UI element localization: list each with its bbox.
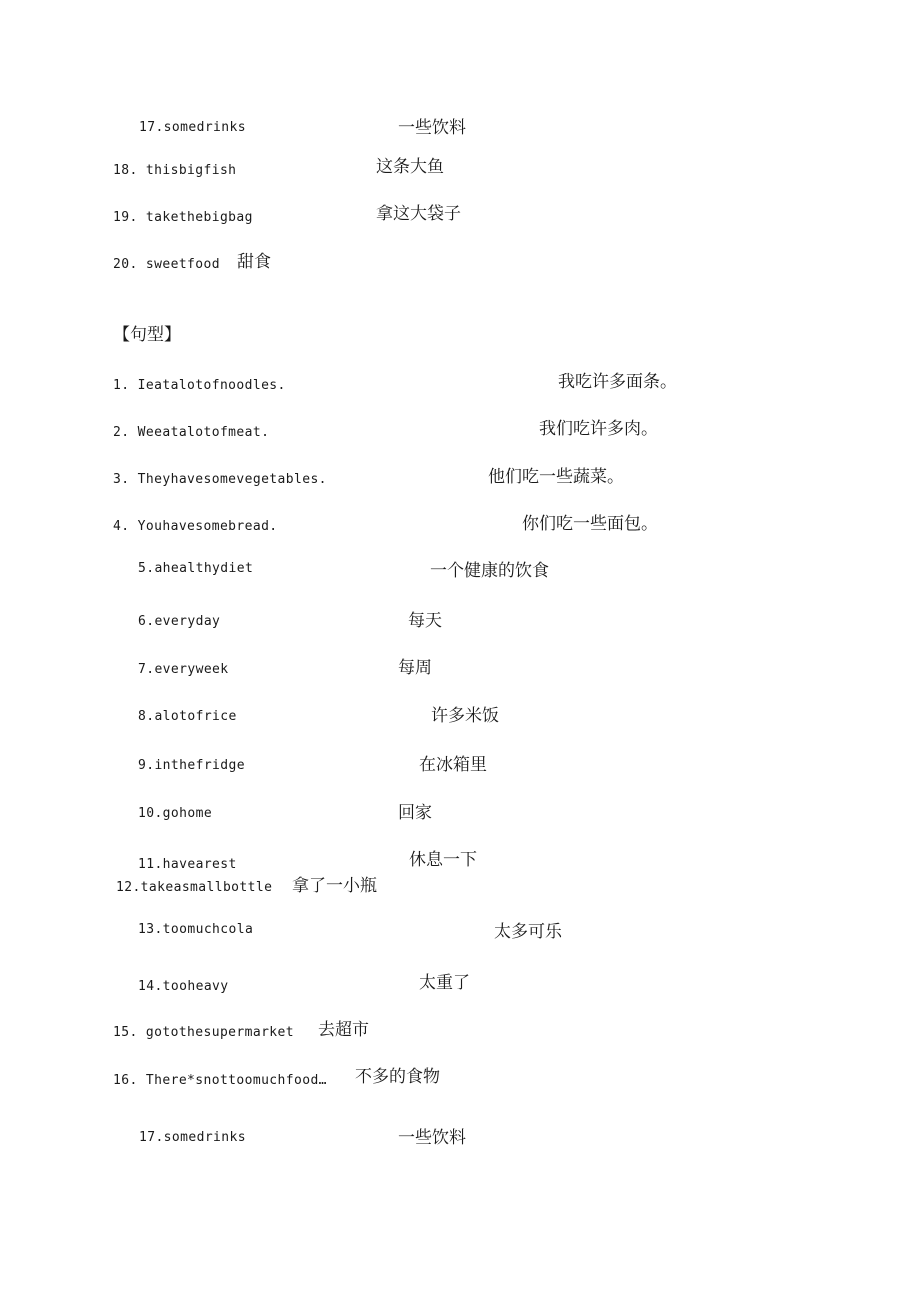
sentence-en: 1. Ieatalotofnoodles. (113, 378, 286, 393)
phrase-en: 10.gohome (138, 806, 213, 821)
phrase-en: 13.toomuchcola (138, 922, 254, 937)
phrase-zh: 回家 (398, 803, 432, 823)
phrase-zh: 太多可乐 (494, 922, 562, 942)
phrase-en: 15. gotothesupermarket (113, 1025, 294, 1040)
sentence-zh: 他们吃一些蔬菜。 (488, 467, 624, 487)
phrase-zh: 拿这大袋子 (376, 204, 461, 224)
phrase-zh: 休息一下 (409, 850, 477, 870)
phrase-zh: 太重了 (419, 973, 470, 993)
sentence-zh: 我们吃许多肉。 (539, 419, 658, 439)
phrase-zh: 许多米饭 (431, 706, 499, 726)
phrase-zh: 去超市 (318, 1020, 369, 1040)
phrase-zh: 拿了一小瓶 (292, 876, 377, 896)
phrase-zh: 每周 (398, 658, 432, 678)
phrase-en: 12.takeasmallbottle (116, 880, 273, 895)
phrase-en: 8.alotofrice (138, 709, 237, 724)
phrase-en: 18. thisbigfish (113, 163, 237, 178)
sentence-en: 4. Youhavesomebread. (113, 519, 278, 534)
phrase-zh: 每天 (408, 611, 442, 631)
phrase-en: 11.havearest (138, 857, 237, 872)
phrase-zh: 在冰箱里 (419, 755, 487, 775)
phrase-en: 7.everyweek (138, 662, 229, 677)
phrase-en: 19. takethebigbag (113, 210, 253, 225)
sentence-en: 2. Weeatalotofmeat. (113, 425, 270, 440)
sentence-zh: 你们吃一些面包。 (522, 514, 658, 534)
phrase-zh: 一个健康的饮食 (430, 561, 549, 581)
phrase-en: 20. sweetfood (113, 257, 220, 272)
phrase-zh: 一些饮料 (398, 1128, 466, 1148)
phrase-en: 6.everyday (138, 614, 221, 629)
section-heading: 【句型】 (113, 325, 181, 345)
phrase-en: 17.somedrinks (139, 1130, 246, 1145)
phrase-zh: 一些饮料 (398, 118, 466, 138)
phrase-en: 5.ahealthydiet (138, 561, 254, 576)
phrase-en: 14.tooheavy (138, 979, 229, 994)
phrase-zh: 这条大鱼 (376, 157, 444, 177)
phrase-en: 9.inthefridge (138, 758, 245, 773)
phrase-zh: 甜食 (237, 252, 271, 272)
sentence-en: 3. Theyhavesomevegetables. (113, 472, 327, 487)
phrase-en: 17.somedrinks (139, 120, 246, 135)
phrase-en: 16. There*snottoomuchfood… (113, 1073, 327, 1088)
sentence-zh: 我吃许多面条。 (558, 372, 677, 392)
phrase-zh: 不多的食物 (355, 1067, 440, 1087)
